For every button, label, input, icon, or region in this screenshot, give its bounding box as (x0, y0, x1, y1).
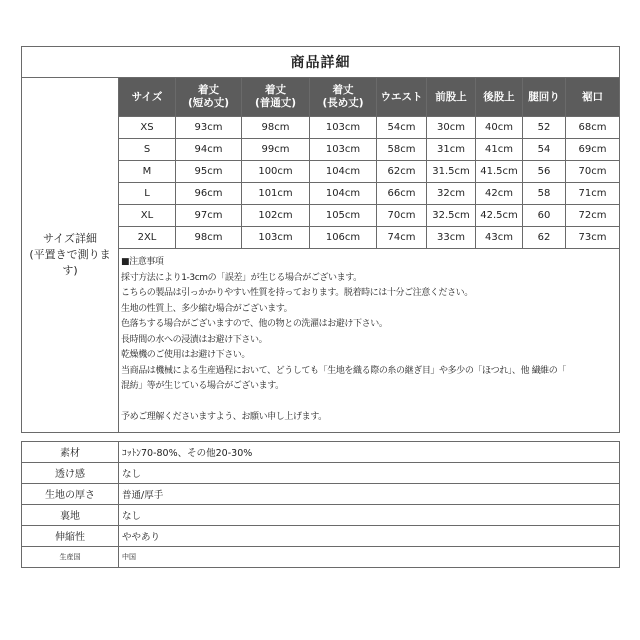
measurement-cell: 70cm (377, 205, 427, 227)
size-column-header-text: 着丈 (265, 84, 286, 96)
measurement-cell: 99cm (242, 139, 310, 161)
care-note-line (121, 395, 617, 411)
size-column-header (523, 78, 566, 117)
page-title: 商品詳細 (22, 47, 620, 78)
size-column-header (566, 78, 620, 117)
size-name-cell: S (119, 139, 176, 161)
care-note-line: 混紡」等が生じている場合がございます。 (121, 381, 284, 391)
measurement-cell: 74cm (377, 227, 427, 249)
care-note-line: 色落ちする場合がございますので、他の物との洗濯はお避け下さい。 (121, 319, 388, 329)
measurement-cell: 101cm (242, 183, 310, 205)
measurement-cell: 52 (523, 117, 566, 139)
measurement-cell: 100cm (242, 161, 310, 183)
size-details-label (22, 78, 119, 433)
attribute-label: 生地の厚さ (22, 483, 119, 504)
attribute-row (22, 462, 620, 483)
size-column-header-text: 着丈 (332, 84, 354, 96)
measurement-cell: 73cm (566, 227, 620, 249)
attribute-value: なし (119, 462, 620, 483)
attribute-value: ｺｯﾄﾝ70-80%、その他20-30% (119, 441, 620, 462)
section-divider (22, 432, 620, 441)
measurement-cell: 103cm (242, 227, 310, 249)
measurement-cell: 32cm (427, 183, 476, 205)
care-note-line: 乾燥機のご使用はお避け下さい。 (121, 350, 251, 360)
measurement-cell: 70cm (566, 161, 620, 183)
attribute-row (22, 525, 620, 546)
measurement-cell: 58 (523, 183, 566, 205)
size-column-header-text: サイズ (131, 90, 163, 103)
size-column-header-text: 裾口 (582, 90, 604, 103)
care-note-line: 当商品は機械による生産過程において、どうしても「生地を織る際の糸の継ぎ目」や多少の「ほつれ」、他 繊維の「 (121, 365, 566, 376)
measurement-cell: 60 (523, 205, 566, 227)
measurement-cell: 103cm (310, 117, 377, 139)
size-name-cell: 2XL (119, 227, 176, 249)
size-name-cell: L (119, 183, 176, 205)
measurement-cell: 42cm (476, 183, 523, 205)
attribute-row (22, 441, 620, 462)
measurement-cell: 33cm (427, 227, 476, 249)
attribute-value: ややあり (119, 525, 620, 546)
measurement-cell: 104cm (310, 183, 377, 205)
measurement-cell: 31.5cm (427, 161, 476, 183)
size-column-header-text: (普通丈) (254, 97, 297, 109)
size-column-header-text: 腿回り (528, 90, 560, 103)
care-note-line: 採寸方法により1-3cmの「誤差」が生じる場合がございます。 (121, 272, 362, 283)
measurement-cell: 62 (523, 227, 566, 249)
measurement-cell: 41.5cm (476, 161, 523, 183)
measurement-cell: 103cm (310, 139, 377, 161)
measurement-cell: 31cm (427, 139, 476, 161)
attribute-row (22, 483, 620, 504)
attribute-value: 普通/厚手 (119, 483, 620, 504)
measurement-cell: 30cm (427, 117, 476, 139)
size-details-label-line: (平置きで測りま (29, 247, 111, 261)
measurement-cell: 62cm (377, 161, 427, 183)
size-column-header-text: 後股上 (483, 90, 515, 103)
measurement-cell: 97cm (176, 205, 242, 227)
size-column-header (242, 78, 310, 117)
size-column-header (476, 78, 523, 117)
care-note-line: 長時間の水への浸漬はお避け下さい。 (121, 334, 268, 345)
product-details-table (21, 46, 620, 568)
measurement-cell: 106cm (310, 227, 377, 249)
attribute-label: 伸縮性 (22, 525, 119, 546)
size-name-cell: XS (119, 117, 176, 139)
measurement-cell: 43cm (476, 227, 523, 249)
size-column-header-text: ウエスト (380, 90, 423, 103)
size-details-label-line: す) (62, 263, 78, 277)
measurement-cell: 32.5cm (427, 205, 476, 227)
measurement-cell: 93cm (176, 117, 242, 139)
size-column-header (176, 78, 242, 117)
attribute-label: 透け感 (22, 462, 119, 483)
measurement-cell: 104cm (310, 161, 377, 183)
measurement-cell: 102cm (242, 205, 310, 227)
size-column-header (310, 78, 377, 117)
size-name-cell: XL (119, 205, 176, 227)
measurement-cell: 98cm (176, 227, 242, 249)
measurement-cell: 66cm (377, 183, 427, 205)
measurement-cell: 56 (523, 161, 566, 183)
measurement-cell: 68cm (566, 117, 620, 139)
measurement-cell: 71cm (566, 183, 620, 205)
size-column-header-text: 着丈 (198, 84, 219, 96)
measurement-cell: 54cm (377, 117, 427, 139)
measurement-cell: 72cm (566, 205, 620, 227)
product-details-sheet (21, 46, 619, 568)
measurement-cell: 94cm (176, 139, 242, 161)
size-column-header (119, 78, 176, 117)
measurement-cell: 58cm (377, 139, 427, 161)
size-column-header (377, 78, 427, 117)
size-table-header-row (22, 78, 620, 117)
size-column-header (427, 78, 476, 117)
care-notes (119, 249, 620, 433)
care-note-line: 生地の性質上、多少縮む場合がございます。 (121, 303, 293, 314)
attribute-row (22, 504, 620, 525)
attribute-value: なし (119, 504, 620, 525)
size-column-header-text: (短め丈) (187, 97, 230, 109)
size-name-cell: M (119, 161, 176, 183)
attribute-label: 素材 (22, 441, 119, 462)
attribute-label: 生産国 (22, 546, 119, 567)
size-details-label-line: サイズ詳細 (42, 231, 98, 245)
measurement-cell: 96cm (176, 183, 242, 205)
attribute-label: 裏地 (22, 504, 119, 525)
size-column-header-text: 前股上 (435, 90, 467, 103)
measurement-cell: 69cm (566, 139, 620, 161)
attribute-value: 中国 (119, 546, 620, 567)
measurement-cell: 98cm (242, 117, 310, 139)
care-note-line: こちらの製品は引っかかりやすい性質を持っております。脱着時には十分ご注意ください。 (121, 288, 473, 298)
measurement-cell: 41cm (476, 139, 523, 161)
size-column-header-text: (長め丈) (322, 97, 364, 109)
care-note-line: ■注意事項 (121, 257, 164, 267)
measurement-cell: 40cm (476, 117, 523, 139)
measurement-cell: 54 (523, 139, 566, 161)
measurement-cell: 95cm (176, 161, 242, 183)
care-note-line: 予めご理解くださいますよう、お願い申し上げます。 (121, 412, 327, 422)
measurement-cell: 42.5cm (476, 205, 523, 227)
attribute-row (22, 546, 620, 567)
measurement-cell: 105cm (310, 205, 377, 227)
